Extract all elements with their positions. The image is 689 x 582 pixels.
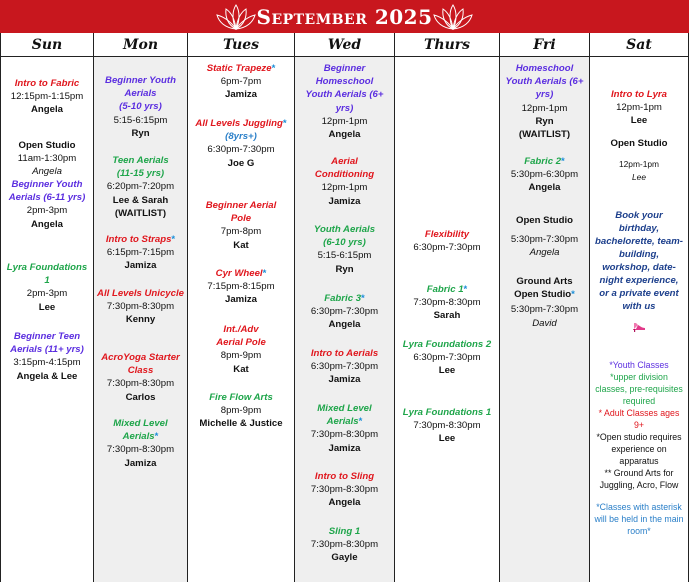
class-time: 3:15pm-4:15pm: [13, 357, 81, 369]
class-title: Intro to Fabric: [14, 78, 80, 89]
class-time: 12:15pm-1:15pm: [10, 91, 84, 103]
class-entry: [188, 267, 294, 307]
class-time: 2pm-3pm: [26, 205, 68, 217]
day-header: Thurs: [395, 33, 499, 57]
class-time: 12pm-1pm: [321, 182, 368, 194]
high-heel-icon: [631, 316, 647, 332]
class-title: Intro to Sling: [314, 471, 375, 482]
class-title: Cyr Wheel*: [215, 268, 267, 279]
class-age: (8yrs+): [225, 131, 257, 143]
class-instructor: Sarah: [433, 310, 461, 322]
legend-ground-arts: ** Ground Arts for Juggling, Acro, Flow: [599, 468, 679, 490]
class-instructor: Jamiza: [124, 260, 157, 272]
class-instructor: Angela: [529, 247, 560, 259]
class-time: 7:30pm-8:30pm: [413, 420, 481, 432]
class-time: 6:20pm-7:20pm: [106, 181, 175, 193]
class-instructor: Lee: [38, 301, 56, 313]
class-instructor: Angela: [32, 166, 62, 178]
class-entry: [395, 338, 499, 378]
class-instructor: Jamiza: [328, 374, 361, 386]
class-time: 12pm-1pm: [321, 115, 368, 127]
class-time: 12pm-1pm: [618, 159, 660, 170]
class-title: Beginner Youth Aerials (6-11 yrs): [8, 179, 86, 204]
class-entry: [500, 155, 589, 195]
class-instructor: Lee: [438, 433, 456, 445]
class-title: Open Studio: [610, 138, 668, 149]
day-column-mon: [94, 33, 188, 582]
calendar-banner: [0, 0, 689, 33]
class-instructor: Lee: [438, 365, 456, 377]
class-entry: [295, 292, 394, 332]
waitlist-note: (WAITLIST): [114, 207, 167, 219]
class-title: Fire Flow Arts: [209, 392, 273, 403]
class-title: Open Studio: [515, 215, 574, 226]
class-entry: [295, 470, 394, 510]
class-time: 6pm-7pm: [220, 76, 262, 88]
class-time: 6:30pm-7:30pm: [310, 306, 379, 318]
class-instructor: Angela: [528, 182, 561, 194]
class-time: 5:15-6:15pm: [317, 250, 372, 262]
class-entry: [188, 62, 294, 102]
class-instructor: Jamiza: [328, 195, 361, 207]
class-instructor: Angela: [328, 129, 361, 141]
class-entry: [295, 62, 394, 141]
class-title: Beginner Youth Aerials: [105, 75, 176, 100]
legend-adult: * Adult Classes ages 9+: [598, 408, 680, 430]
class-time: 12pm-1pm: [616, 102, 662, 114]
class-instructor: Kat: [233, 239, 249, 251]
class-age: (5-10 yrs): [119, 101, 162, 113]
class-title: Flexibility: [424, 229, 470, 240]
class-instructor: Lee: [632, 172, 646, 183]
class-instructor: Angela: [31, 104, 63, 116]
day-header: Tues: [188, 33, 294, 57]
class-entry: [94, 233, 187, 273]
class-time: 7:30pm-8:30pm: [106, 444, 175, 456]
class-entry: [1, 77, 93, 117]
class-time: 7:30pm-8:30pm: [310, 429, 379, 441]
class-entry: [295, 402, 394, 455]
class-age: (6-10 yrs): [323, 237, 366, 249]
class-time: 5:15-6:15pm: [113, 114, 168, 126]
class-title: Aerial Conditioning: [314, 156, 375, 181]
waitlist-note: (WAITLIST): [518, 129, 571, 141]
class-instructor: Michelle & Justice: [199, 418, 283, 430]
class-entry: [188, 323, 294, 376]
class-entry: [500, 275, 589, 330]
class-instructor: Jamiza: [225, 294, 257, 306]
class-title: Fabric 2*: [524, 156, 565, 167]
day-header: Wed: [295, 33, 394, 57]
class-time: 7:15pm-8:15pm: [207, 281, 275, 293]
class-time: 7:30pm-8:30pm: [310, 539, 379, 551]
class-title: Static Trapeze*: [206, 63, 276, 74]
class-entry: [188, 199, 294, 252]
day-header: Sun: [1, 33, 93, 57]
class-instructor: Kenny: [125, 314, 156, 326]
class-time: 8pm-9pm: [220, 405, 262, 417]
class-title: All Levels Unicycle: [97, 288, 184, 299]
class-entry: [500, 214, 589, 260]
day-header: Mon: [94, 33, 187, 57]
legend-open-studio: *Open studio requires experience on apparatus: [596, 432, 682, 466]
private-event-note: [590, 209, 688, 335]
class-entry: [590, 88, 688, 128]
day-header: Sat: [590, 33, 688, 57]
class-time: 2pm-3pm: [26, 288, 68, 300]
class-title: Lyra Foundations 1: [6, 262, 88, 287]
class-entry: [188, 117, 294, 170]
lotus-icon: [432, 3, 474, 31]
class-time: 7:30pm-8:30pm: [310, 484, 379, 496]
class-title: Intro to Straps*: [105, 234, 176, 245]
class-entry: [94, 154, 187, 220]
class-title: Ground Arts Open Studio*: [514, 276, 575, 301]
legend-notes: [590, 359, 688, 537]
class-instructor: Carlos: [125, 391, 156, 403]
class-entry: [1, 178, 93, 231]
day-column-sun: [0, 33, 94, 582]
class-instructor: Angela: [31, 218, 63, 230]
class-entry: [500, 62, 589, 141]
class-time: 5:30pm-7:30pm: [510, 234, 579, 246]
class-time: 6:30pm-7:30pm: [310, 361, 379, 373]
class-entry: [188, 391, 294, 431]
class-instructor: Ryn: [535, 115, 554, 127]
calendar-grid: [0, 33, 689, 582]
class-time: 7:30pm-8:30pm: [106, 378, 175, 390]
class-title: Beginner Homeschool Youth Aerials (6+ yrs): [305, 63, 384, 114]
class-time: 5:30pm-6:30pm: [510, 169, 579, 181]
class-time: 6:30pm-7:30pm: [413, 352, 481, 364]
class-instructor: Angela & Lee: [16, 370, 78, 382]
legend-upper: *upper division classes, pre-requisites required: [595, 372, 683, 406]
booking-text: Book your birthday, bachelorette, team-building, workshop, date-night experience, or a private event with us: [595, 210, 683, 312]
class-instructor: Lee: [630, 115, 648, 127]
class-instructor: Angela: [328, 319, 361, 331]
class-title: Lyra Foundations 1: [402, 407, 492, 418]
day-column-thu: [395, 33, 500, 582]
class-entry: [1, 139, 93, 179]
class-age: (11-15 yrs): [116, 168, 165, 180]
class-title: Beginner Aerial Pole: [205, 200, 277, 225]
class-entry: [295, 155, 394, 208]
class-entry: [94, 351, 187, 404]
class-title: Intro to Lyra: [611, 89, 667, 100]
class-instructor: Jamiza: [225, 89, 257, 101]
class-title: All Levels Juggling*: [195, 118, 287, 129]
class-time: 5:30pm-7:30pm: [510, 304, 579, 316]
class-title: Fabric 3*: [324, 293, 365, 304]
class-entry: [295, 347, 394, 387]
day-column-tue: [188, 33, 295, 582]
class-time: 7:30pm-8:30pm: [106, 301, 175, 313]
legend-asterisk: *Classes with asterisk will be held in the main room*: [594, 502, 684, 536]
legend-youth: *Youth Classes: [609, 360, 669, 370]
class-entry: [1, 330, 93, 383]
class-entry: [295, 525, 394, 565]
class-entry: [94, 417, 187, 470]
class-time: 12pm-1pm: [521, 102, 568, 114]
day-header: Fri: [500, 33, 589, 57]
class-entry: [395, 406, 499, 446]
page-title: September 2025: [256, 4, 433, 29]
class-title: AcroYoga Starter Class: [101, 352, 180, 377]
class-entry: [295, 223, 394, 276]
class-title: Fabric 1*: [426, 284, 468, 295]
lotus-icon: [215, 3, 257, 31]
class-time: 8pm-9pm: [220, 350, 262, 362]
class-entry: [395, 228, 499, 254]
class-instructor: Lee & Sarah: [112, 194, 169, 206]
day-column-sat: [590, 33, 689, 582]
class-title: Teen Aerials: [112, 155, 169, 166]
class-entry: [1, 261, 93, 314]
class-time: 7pm-8pm: [220, 226, 262, 238]
class-time: 6:30pm-7:30pm: [207, 144, 275, 156]
class-entry: [94, 74, 187, 140]
class-entry: [395, 283, 499, 323]
class-time: 7:30pm-8:30pm: [413, 297, 481, 309]
class-time: 11am-1:30pm: [17, 153, 77, 165]
day-column-fri: [500, 33, 590, 582]
class-instructor: David: [532, 317, 557, 329]
class-instructor: Jamiza: [124, 457, 157, 469]
class-instructor: Kat: [233, 363, 249, 375]
class-title: Beginner Teen Aerials (11+ yrs): [10, 331, 84, 356]
class-title: Sling 1: [328, 526, 361, 537]
class-time: 6:30pm-7:30pm: [413, 242, 481, 254]
class-time: 6:15pm-7:15pm: [106, 247, 175, 259]
class-entry: [590, 137, 688, 185]
class-instructor: Angela: [328, 497, 361, 509]
class-instructor: Jamiza: [328, 442, 361, 454]
class-instructor: Gayle: [331, 552, 358, 564]
class-title: Lyra Foundations 2: [402, 339, 492, 350]
day-column-wed: [295, 33, 395, 582]
class-title: Open Studio: [18, 140, 76, 151]
class-instructor: Ryn: [335, 263, 354, 275]
class-instructor: Ryn: [131, 127, 150, 139]
class-title: Youth Aerials: [313, 224, 376, 235]
class-entry: [94, 287, 187, 327]
class-instructor: Joe G: [227, 157, 255, 169]
class-title: Mixed Level Aerials*: [113, 418, 168, 443]
class-title: Homeschool Youth Aerials (6+ yrs): [505, 63, 584, 101]
class-title: Intro to Aerials: [310, 348, 379, 359]
class-title: Mixed Level Aerials*: [317, 403, 372, 428]
class-title: Int./Adv Aerial Pole: [216, 324, 266, 349]
